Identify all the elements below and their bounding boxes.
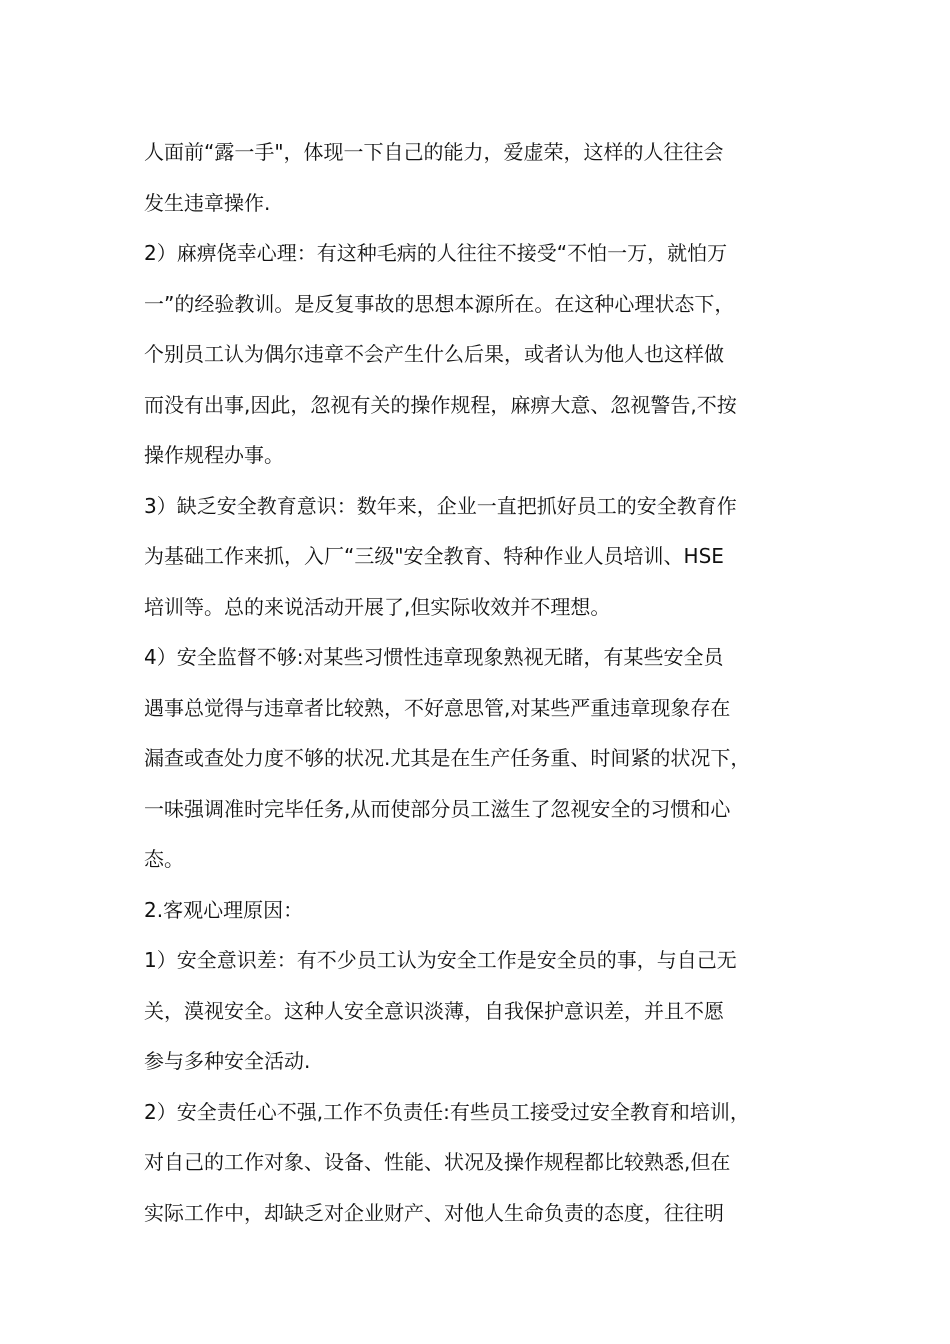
text-line: 对自己的工作对象、设备、性能、状况及操作规程都比较熟悉,但在 [144,1150,731,1174]
text-line: 操作规程办事。 [144,443,284,467]
text-line: 2.客观心理原因： [144,897,304,922]
text-line: 关，漠视安全。这种人安全意识淡薄，自我保护意识差，并且不愿 [144,998,724,1023]
text-line: 而没有出事,因此，忽视有关的操作规程，麻痹大意、忽视警告,不按 [144,392,737,417]
text-line: 个别员工认为偶尔违章不会产生什么后果，或者认为他人也这样做 [144,342,724,366]
text-line: 实际工作中，却缺乏对企业财产、对他人生命负责的态度，往往明 [144,1200,724,1225]
text-line: 培训等。总的来说活动开展了,但实际收效并不理想。 [144,594,611,619]
text-line: 2）麻痹侥幸心理：有这种毛病的人往往不接受“不怕一万，就怕万 [144,241,728,265]
text-line: 发生违章操作. [144,190,271,215]
text-line: 3）缺乏安全教育意识：数年来，企业一直把抓好员工的安全教育作 [144,493,737,518]
text-line: 2）安全责任心不强,工作不负责任:有些员工接受过安全教育和培训， [144,1099,750,1124]
text-line: 漏查或查处力度不够的状况.尤其是在生产任务重、时间紧的状况下， [144,746,751,770]
text-line: 人面前“露一手"，体现一下自己的能力，爱虚荣，这样的人往往会 [144,140,724,164]
text-line: 态。 [144,847,184,871]
text-line: 一”的经验教训。是反复事故的思想本源所在。在这种心理状态下， [144,291,735,316]
text-line: 为基础工作来抓，入厂“三级"安全教育、特种作业人员培训、HSE [144,544,724,568]
text-line: 一味强调准时完毕任务,从而使部分员工滋生了忽视安全的习惯和心 [144,796,731,821]
text-line: 参与多种安全活动. [144,1049,311,1073]
text-line: 遇事总觉得与违章者比较熟，不好意思管,对某些严重违章现象存在 [144,695,731,720]
document-body [144,127,824,1238]
text-line: 1）安全意识差：有不少员工认为安全工作是安全员的事，与自己无 [144,948,737,972]
text-line: 4）安全监督不够:对某些习惯性违章现象熟视无睹，有某些安全员 [144,645,724,669]
